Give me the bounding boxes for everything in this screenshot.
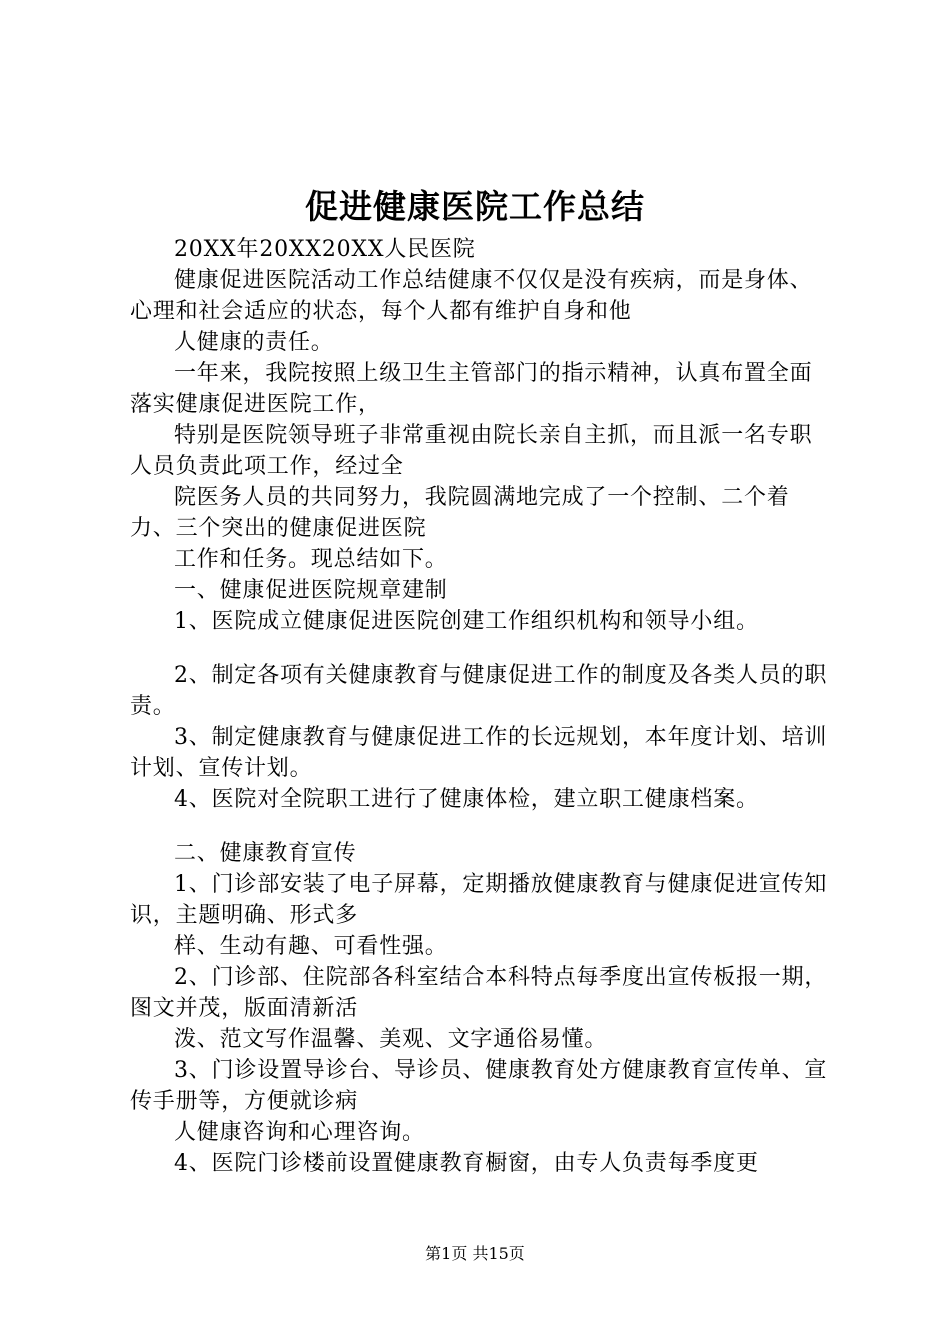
paragraph: 1、门诊部安装了电子屏幕，定期播放健康教育与健康促进宣传知识，主题明确、形式多: [130, 872, 828, 928]
paragraph: 特别是医院领导班子非常重视由院长亲自主抓，而且派一名专职人员负责此项工作，经过全: [130, 423, 813, 479]
paragraph: 3、门诊设置导诊台、导诊员、健康教育处方健康教育宣传单、宣传手册等，方便就诊病: [130, 1058, 828, 1114]
paragraph: 1、医院成立健康促进医院创建工作组织机构和领导小组。: [174, 609, 759, 634]
paragraph-gap: [130, 815, 835, 838]
paragraph-gap: [130, 637, 835, 660]
paragraph: 4、医院对全院职工进行了健康体检，建立职工健康档案。: [174, 787, 759, 812]
paragraph: 2、门诊部、住院部各科室结合本科特点每季度出宣传板报一期，图文并茂，版面清新活: [130, 965, 828, 1021]
page-footer: 第1页 共15页: [425, 1244, 525, 1263]
paragraph: 样、生动有趣、可看性强。: [174, 934, 448, 959]
document-title: 促进健康医院工作总结: [305, 187, 645, 226]
paragraph: 工作和任务。现总结如下。: [174, 547, 448, 572]
paragraph: 人健康咨询和心理咨询。: [174, 1120, 425, 1145]
paragraph: 20XX年20XX20XX人民医院: [174, 237, 476, 262]
section-heading: 二、健康教育宣传: [174, 841, 357, 866]
document-body: [130, 234, 835, 1179]
paragraph: 院医务人员的共同努力，我院圆满地完成了一个控制、二个着力、三个突出的健康促进医院: [130, 485, 790, 541]
paragraph: 2、制定各项有关健康教育与健康促进工作的制度及各类人员的职责。: [130, 663, 828, 719]
section-heading: 一、健康促进医院规章建制: [174, 578, 448, 603]
paragraph: 泼、范文写作温馨、美观、文字通俗易懂。: [174, 1027, 608, 1052]
paragraph: 3、制定健康教育与健康促进工作的长远规划，本年度计划、培训计划、宣传计划。: [130, 725, 828, 781]
paragraph: 健康促进医院活动工作总结健康不仅仅是没有疾病，而是身体、心理和社会适应的状态，每个人都有维护自身和他: [130, 268, 813, 324]
paragraph: 人健康的责任。: [174, 330, 334, 355]
paragraph: 4、医院门诊楼前设置健康教育橱窗，由专人负责每季度更: [174, 1151, 759, 1176]
paragraph: 一年来，我院按照上级卫生主管部门的指示精神，认真布置全面落实健康促进医院工作，: [130, 361, 813, 417]
